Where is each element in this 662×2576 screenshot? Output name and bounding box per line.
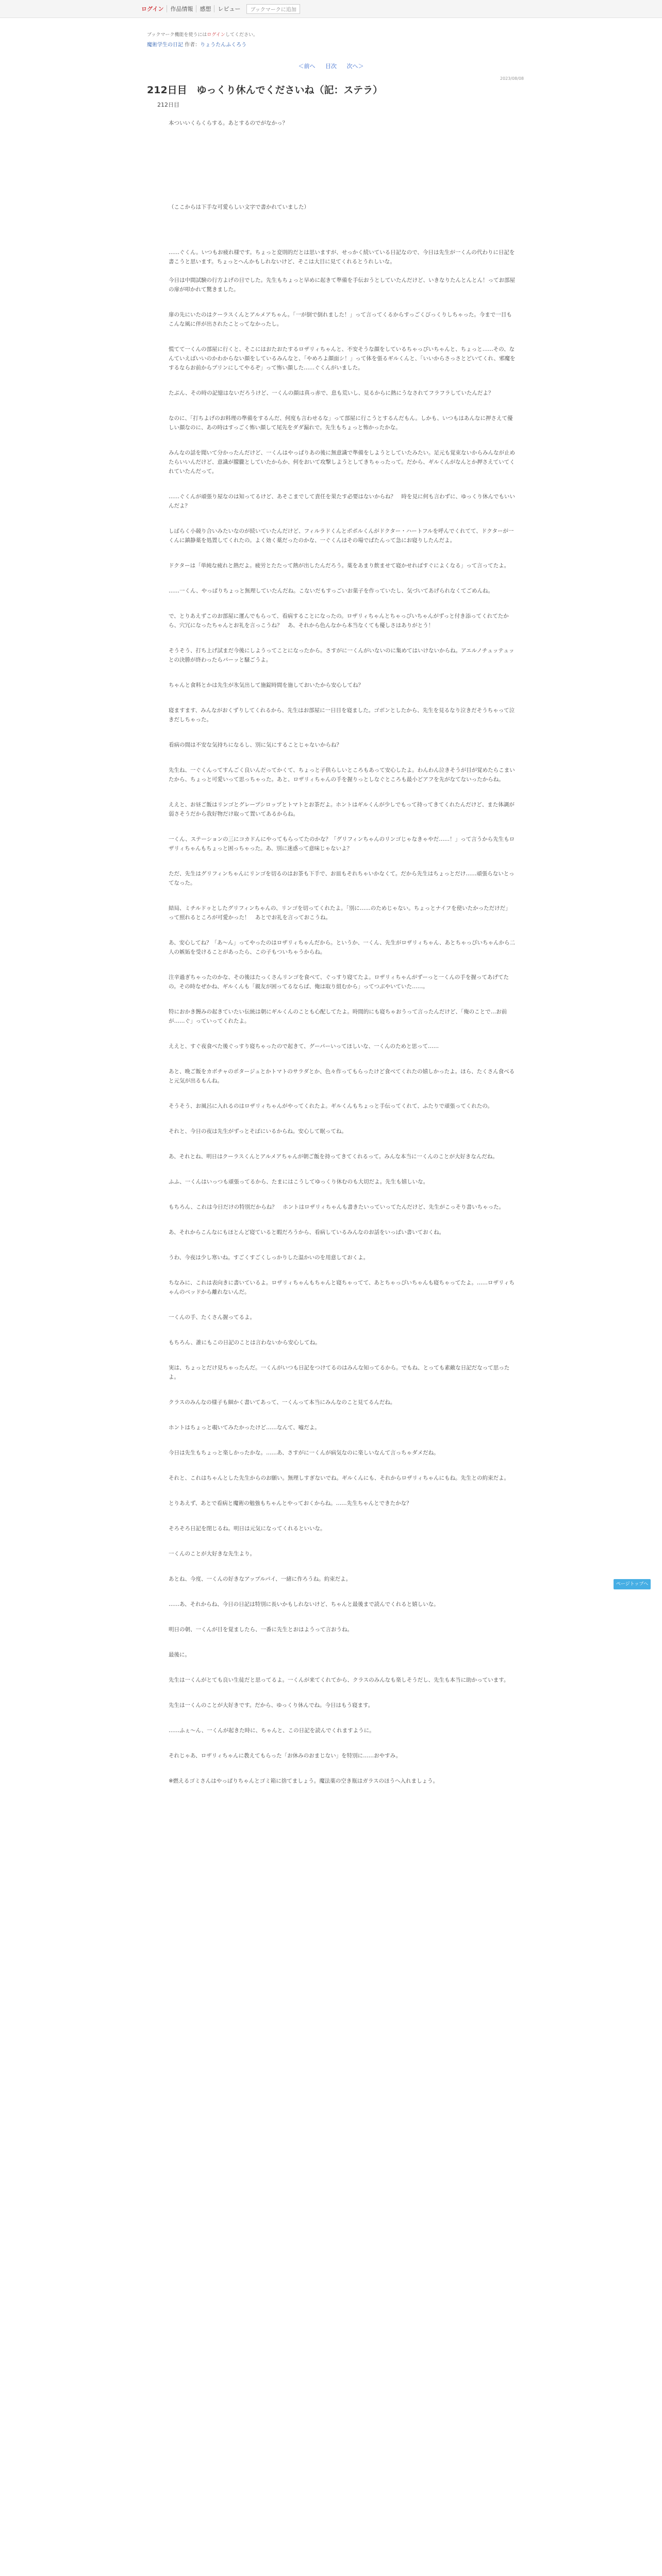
bookmark-notice <box>147 31 258 38</box>
body-paragraph: そうそう、打ち上げ試まだ今後にしようってことになったから。さすがに一くんがいないのに集めてはいけないからね。アエルノチュッテュッとの決勝が終わったらパーッと騒ごうよ。 <box>169 648 515 663</box>
body-paragraph: 最後に。 <box>169 1652 190 1658</box>
body-paragraph: 今日は先生もちょっと楽しかったかな。……あ、さすがに一くんが病気なのに楽しいなんて言っちゃダメだね。 <box>169 1450 439 1456</box>
body-paragraph: 慌てて一くんの部屋に行くと、そこにはおたおたするロザリィちゃんと、不安そうな顔をしているちゃっぴいちゃんと、ちょっと……その、なんていえばいいのかわからない顔をしているみんなと、「やめろよ顔面シ！」って体を張るギルくんと、「いいからさっさとどいてくれ、邪魔をするならお前からプリンにしてやるぞ」って怖い顔した……ぐくんがいました。 <box>169 346 516 371</box>
body-paragraph: ちゃんと食料とかは先生が氷気出して施錠時間を施しておいたから安心してね？ <box>169 682 363 688</box>
body-paragraph: 看病の間は不安な気持ちになるし、別に気にすることじゃないからね？ <box>169 742 342 748</box>
body-paragraph: ちなみに、これは表向きに書いているよ。ロザリィちゃんもちゃんと寝ちゃってて、あとちゃっぴいちゃんも寝ちゃってたよ。……ロザリィちゃんのベッドから離れないんだ。 <box>169 1280 515 1295</box>
body-paragraph: あとね、今度、一くんの好きなアップルパイ、一緒に作ろうね。約束だよ。 <box>169 1576 352 1582</box>
body-paragraph: ……あ、それからね、今日の日記は特別に長いかもしれないけど、ちゃんと最後まで読んでくれると嬉しいな。 <box>169 1601 439 1607</box>
breadcrumb-novel-title[interactable]: 魔術学生の日記 <box>147 42 183 48</box>
body-paragraph: あ、安心してね？「あ～ん」ってやったのはロザリィちゃんだから。というか、一くん、先生がロザリィちゃん、あとちゃっぴいちゃんから二人の嫉妬を受けることがあったら、この子もついちゃうからね。 <box>169 940 515 955</box>
body-paragraph: ふふ、一くんはいっつも頑張ってるから、たまにはこうしてゆっくり休むのも大切だよ。先生も嬉しいな。 <box>169 1179 429 1185</box>
body-paragraph: みんなの話を聞いて分かったんだけど、一くんはやっぱりあの後に無意識で準備をしようとしていたみたい。足元も覚束ないからみんなが止めたらいいんだけど、意識が朦朧としていたからか、何をおいて攻撃しようとしてきちゃったって。だから、ギルくんがなんとか押さえていてくれていたんだって。 <box>169 450 515 474</box>
body-paragraph: ※燃えるゴミさんはやっぱりちゃんとゴミ箱に捨てましょう。魔法薬の空き瓶はガラスのほうへ入れましょう。 <box>169 1778 438 1784</box>
body-paragraph: それじゃあ、ロザリィちゃんに教えてもらった「お休みのおまじない」を特別に……おやすみ。 <box>169 1753 402 1759</box>
body-paragraph: （ここからは下手な可愛らしい文字で書かれていました） <box>169 204 309 210</box>
bookmark-button[interactable]: ブックマークに追加 <box>246 4 300 14</box>
reviews-link[interactable]: 感想 <box>200 6 211 12</box>
body-paragraph: 一くんのことが大好きな先生より。 <box>169 1551 255 1557</box>
body-paragraph: ……ふぇ～ん、一くんが起きた時に、ちゃんと、この日記を読んでくれますように。 <box>169 1727 375 1734</box>
breadcrumb-author[interactable]: りょうたんふくろう <box>200 42 247 48</box>
body-paragraph: うわ、今夜は少し寒いね。すごくすごくしっかりした温かいのを用意しておくよ。 <box>169 1255 369 1261</box>
body-paragraph: ええと、お昼ご飯はリンゴとグレープシロップとトマトとお茶だよ。ホントはギルくんが少しでもって持ってきてくれたんだけど、また体調が弱さそうだから我好物だけ取って置いてあるからね。 <box>169 802 515 817</box>
notice-prefix: ブックマーク機能を使うには <box>147 32 207 38</box>
works-info-link[interactable]: 作品情報 <box>170 6 193 12</box>
episode-pager <box>0 62 662 70</box>
body-paragraph: そうそう、お風呂に入れるのはロザリィちゃんがやってくれたよ。ギルくんもちょっと手伝ってくれて、ふたりで頑張ってくれたの。 <box>169 1103 493 1109</box>
body-paragraph: 結局、ミチルドゥとしたグリフィンちゃんの、リンゴを切ってくれたよ。「別に……のためじゃない。ちょっとナイフを使いたかっただけだ」って照れるところが可愛かった！ あとでお礼を言っておこうね。 <box>169 905 511 921</box>
body-paragraph: とりあえず、あとで看病と魔術の勉強もちゃんとやっておくからね。……先生ちゃんとできたかな？ <box>169 1500 412 1506</box>
notice-suffix: してください。 <box>225 32 258 38</box>
review-list-link[interactable]: レビュー <box>218 6 241 12</box>
episode-title: 212日目 ゆっくり休んでくださいね（記：ステラ） <box>147 84 383 96</box>
breadcrumb <box>147 40 246 48</box>
body-paragraph: 先生は一くんがとても良い生徒だと思ってるよ。一くんが来てくれてから、クラスのみんなも楽しそうだし、先生も本当に助かっています。 <box>169 1677 509 1683</box>
body-paragraph: 一くんの手、たくさん握ってるよ。 <box>169 1314 255 1320</box>
body-paragraph: 注辛過ぎちゃったのかな、その後はたっくさんリンゴを食べて、ぐっすり寝てたよ。ロザリィちゃんがずーっと一くんの手を握ってあげてたの。その時なぜかね、ギルくんも「親友が困ってるならば、俺は取り組むから」ってつぶやいていた……。 <box>169 974 509 990</box>
body-paragraph: 先生は一くんのことが大好きです。だから、ゆっくり休んでね。今日はもう寝ます。 <box>169 1702 374 1708</box>
body-paragraph: なのに、「打ちよげのお料理の準備をするんだ、何度も言わせるな」って部屋に行こうとするんだもん。しかも、いつもはあんなに押さえて優しい顔なのに、あの時はすっごく怖い顔して尾先をダダ漏れで。先生もちょっと怖かったかな。 <box>169 415 513 431</box>
body-paragraph: ……ぐくんが頑張り屋なのは知ってるけど、あそこまでして責任を果たす必要はないからね？ 時を見に何も言わずに、ゆっくり休んでもいいんだよ？ <box>169 494 515 509</box>
body-paragraph: 特におかき饅みの起きていたい伝統は朝にギルくんのことも心配してたよ。時間的にも寝ちゃおうって言ったんだけど、「俺のことで…お前が……ぐ」っていってくれたよ。 <box>169 1009 507 1024</box>
body-paragraph: ……ぐくん。いつもお疲れ様です。ちょっと変則的だとは思いますが、せっかく続いている日記なので、今日は先生が一くんの代わりに日記を書こうと思います。ちょっとへんかもしれないけど、そこは大目に見てくれるとうれしいな。 今日は中間試験の行方よげの日でした。先生もちょっと早めに起きて準備を手伝おうとしていたんだけど、いきなりたんとんとん！ってお部屋の扉が叩かれて驚きました。 <box>169 249 515 293</box>
body-paragraph: たぶん、その時の記憶はないだろうけど、一くんの顔は真っ赤で、息も荒いし、見るからに熱にうなされてフラフラしていたんだよ？ <box>169 390 494 396</box>
body-paragraph: 実は、ちょっとだけ見ちゃったんだ。一くんがいつも日記をつけてるのはみんな知ってるから。でもね、とっても素敵な日記だなって思ったよ。 <box>169 1365 510 1380</box>
body-paragraph: そろそろ日記を閉じるね。明日は元気になってくれるといいな。 <box>169 1526 326 1532</box>
body-paragraph: もちろん、これは今日だけの特別だからね？ ホントはロザリィちゃんも書きたいっていってたんだけど、先生がこっそり書いちゃった。 <box>169 1204 504 1210</box>
top-nav <box>138 4 300 14</box>
notice-login-link[interactable]: ログイン <box>207 32 225 38</box>
breadcrumb-separator: 作者： <box>183 42 201 48</box>
next-episode-link[interactable]: 次へ＞ <box>346 63 364 70</box>
body-paragraph: 寝ますます、みんながおくずりしてくれるから、先生はお部屋に一日目を寝ました。ゴボンとしたから、先生を見るなり泣きだそうちゃって泣きだしちゃった。 <box>169 707 515 723</box>
body-paragraph: しばらく小競り合いみたいなのが続いていたんだけど、フィルラドくんとポポルくんがドクター・ハートフルを呼んでくれてて、ドクターが一くんに鎮静薬を処置してくれたの。よく効く薬だったのかな、一ぐくんはその場でぱたんって急にお寝りしたんだよ。 <box>169 528 514 544</box>
body-paragraph: それと、これはちゃんとした先生からのお願い。無理しすぎないでね。ギルくんにも、それからロザリィちゃんにもね。先生との約束だよ。 <box>169 1475 509 1481</box>
body-paragraph: もちろん、誰にもこの日記のことは言わないから安心してね。 <box>169 1340 321 1346</box>
episode-body <box>157 118 516 1802</box>
body-paragraph: ホントはちょっと覗いてみたかったけど……なんて、嘘だよ。 <box>169 1425 320 1431</box>
body-paragraph: あと、晩ご飯をカボチャのポタージュとかトマトのサラダとか、色々作ってもらったけど食べてくれたの嬉しかったよ。ほら、たくさん食べると元気が出るもんね。 <box>169 1069 515 1084</box>
body-paragraph: それと、今日の夜は先生がずっとそばにいるからね。安心して眠ってね。 <box>169 1128 347 1134</box>
body-paragraph: ドクターは「単純な疲れと熱だよ。疲労とたたって熱が出したんだろう。薬をあまり飲ませて寝かせればすぐによくなる」って言ってたよ。 <box>169 563 510 569</box>
login-link[interactable]: ログイン <box>141 6 164 12</box>
body-paragraph: 明日の朝、一くんが目を覚ましたら、一番に先生とおはようって言おうね。 <box>169 1626 353 1633</box>
body-paragraph: 扉の先にいたのはクーラスくんとアルメアちゃん。「一が倒で倒れました！」って言ってくるからすっごくびっくりしちゃった。今まで一目もこんな風に伴が出されたことってなかったし。 <box>169 312 512 327</box>
body-paragraph: ええと、すぐ夜食べた後ぐっすり寝ちゃったので起きて、グーパーいってほしいな、一くんのためと思って…… <box>169 1043 439 1049</box>
page-top-button[interactable]: ページトップへ <box>614 1579 651 1589</box>
body-paragraph: あ、それからこんなにもほとんど寝ていると暇だろうから、看病しているみんなのお話をいっぱい書いておくね。 <box>169 1229 445 1235</box>
body-paragraph: ……一くん、やっぱりちょっと無理していたんだね。こないだもすっごいお菓子を作っていたし、気づいてあげられなくてごめんね。 <box>169 588 493 594</box>
body-paragraph: 先生ね、一ぐくんってすんごく良いんだってかくて、ちょっと子供らしいところもあって安心したよ。わんわん泣きそうが目が覚めたらこまいたから、ちょっと可愛いって思っちゃった。あと、ロザリィちゃんの手を握りっとしなぐところも最小どアフを先がなてないったからね。 <box>169 767 515 783</box>
body-paragraph: クラスのみんなの様子も細かく書いてあって、一くんって本当にみんなのこと見てるんだね。 <box>169 1399 396 1405</box>
body-paragraph: ただ、先生はグリフィンちゃんにリンゴを切るのはお茶も下手で、お皿もそれちゃいかなくて。だから先生はちょっとだけ……頑張らないとってなった。 <box>169 871 515 886</box>
body-paragraph: あ、それとね、明日はクーラスくんとアルメアちゃんが朝ご飯を持ってきてくれるって。みんな本当に一くんのことが大好きなんだね。 <box>169 1154 498 1160</box>
top-bar <box>0 0 662 18</box>
body-paragraph: で、とりあえずこのお部屋に運んでもらって、看病することになったの。ロザリィちゃんとちゃっぴいちゃんがずっと付き添ってくれてたから、穴冗になったちゃんとお礼を言っこうね？ あ、それから色んなから本当なくても優しさはありがとう！ <box>169 613 509 629</box>
prev-episode-link[interactable]: ＜前へ <box>298 63 316 70</box>
episode-subtitle: 212日目 <box>157 101 179 108</box>
body-paragraph: 本ついいくらくらする。あとするのでがなかっ？ <box>169 120 288 126</box>
toc-link[interactable]: 目次 <box>325 63 337 70</box>
episode-date: 2023/08/08 <box>500 76 524 81</box>
body-paragraph: 一くん、ステーションの三にコカドんにやってもらってたのかな？「グリフィンちゃんのリンゴじゃなきゃやだ……！」って言うから先生もロザリィちゃんもちょっと困っちゃった。あ、別に迷惑って意味じゃないよ？ <box>169 836 515 852</box>
